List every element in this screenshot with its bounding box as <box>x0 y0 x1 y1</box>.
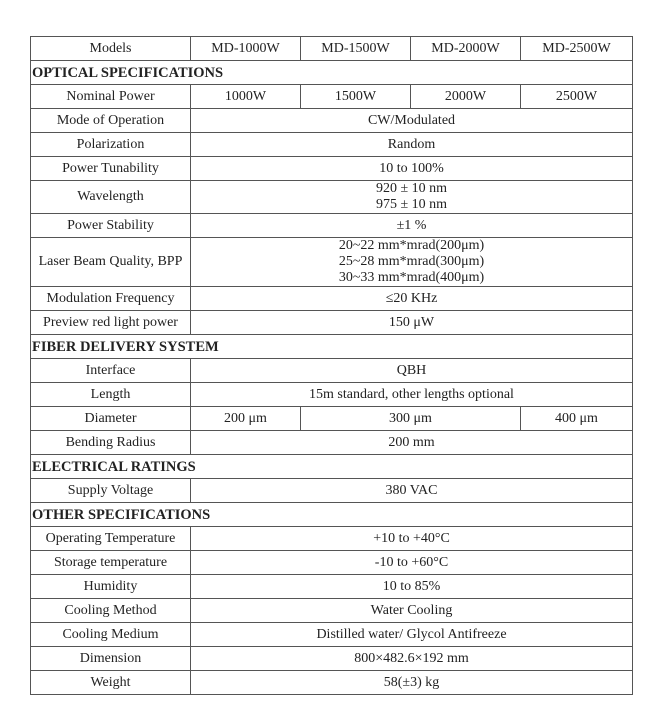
row-label: Preview red light power <box>31 311 191 335</box>
row-storage-temperature <box>31 551 633 575</box>
nominal-power-2000w: 2000W <box>411 85 521 109</box>
row-modulation-frequency <box>31 287 633 311</box>
model-2000w: MD-2000W <box>411 37 521 61</box>
row-label: Bending Radius <box>31 431 191 455</box>
row-label: Weight <box>31 671 191 695</box>
row-label: Wavelength <box>31 181 191 214</box>
row-weight <box>31 671 633 695</box>
row-label: Polarization <box>31 133 191 157</box>
row-mode-of-operation <box>31 109 633 133</box>
row-beam-quality <box>31 238 633 287</box>
wavelength-line: 920 ± 10 nm <box>375 181 448 196</box>
row-label: Cooling Method <box>31 599 191 623</box>
row-value: +10 to +40°C <box>191 527 633 551</box>
row-value: 10 to 85% <box>191 575 633 599</box>
diameter-value: 300 μm <box>301 407 521 431</box>
row-label: Operating Temperature <box>31 527 191 551</box>
section-fiber <box>31 335 633 359</box>
row-length <box>31 383 633 407</box>
row-power-stability <box>31 214 633 238</box>
row-value: 58(±3) kg <box>191 671 633 695</box>
row-humidity <box>31 575 633 599</box>
diameter-value: 200 μm <box>191 407 301 431</box>
row-cooling-method <box>31 599 633 623</box>
bpp-line: 30~33 mm*mrad(400μm) <box>338 270 485 285</box>
row-value: Distilled water/ Glycol Antifreeze <box>191 623 633 647</box>
header-row <box>31 37 633 61</box>
row-label: Modulation Frequency <box>31 287 191 311</box>
nominal-power-2500w: 2500W <box>521 85 633 109</box>
row-supply-voltage <box>31 479 633 503</box>
row-dimension <box>31 647 633 671</box>
section-optical <box>31 61 633 85</box>
bpp-line: 20~22 mm*mrad(200μm) <box>338 238 485 253</box>
wavelength-line: 975 ± 10 nm <box>375 197 448 212</box>
diameter-value: 400 μm <box>521 407 633 431</box>
row-label: Cooling Medium <box>31 623 191 647</box>
row-value: -10 to +60°C <box>191 551 633 575</box>
nominal-power-1500w: 1500W <box>301 85 411 109</box>
model-1000w: MD-1000W <box>191 37 301 61</box>
models-label: Models <box>31 37 191 61</box>
model-1500w: MD-1500W <box>301 37 411 61</box>
model-2500w: MD-2500W <box>521 37 633 61</box>
row-label: Nominal Power <box>31 85 191 109</box>
row-bending-radius <box>31 431 633 455</box>
nominal-power-1000w: 1000W <box>191 85 301 109</box>
row-value: 15m standard, other lengths optional <box>191 383 633 407</box>
row-value: 10 to 100% <box>191 157 633 181</box>
row-polarization <box>31 133 633 157</box>
row-label: Length <box>31 383 191 407</box>
row-value: 200 mm <box>191 431 633 455</box>
row-cooling-medium <box>31 623 633 647</box>
row-diameter <box>31 407 633 431</box>
row-label: Power Stability <box>31 214 191 238</box>
row-label: Supply Voltage <box>31 479 191 503</box>
row-value: ≤20 KHz <box>191 287 633 311</box>
row-label: Interface <box>31 359 191 383</box>
section-other <box>31 503 633 527</box>
row-label: Laser Beam Quality, BPP <box>31 238 191 287</box>
section-title-optical: OPTICAL SPECIFICATIONS <box>31 61 633 85</box>
row-power-tunability <box>31 157 633 181</box>
spec-table <box>30 36 633 695</box>
row-value <box>191 181 633 214</box>
row-operating-temperature <box>31 527 633 551</box>
row-label: Humidity <box>31 575 191 599</box>
row-value: CW/Modulated <box>191 109 633 133</box>
row-value: Water Cooling <box>191 599 633 623</box>
row-interface <box>31 359 633 383</box>
bpp-line: 25~28 mm*mrad(300μm) <box>338 254 485 269</box>
section-title-other: OTHER SPECIFICATIONS <box>31 503 633 527</box>
row-nominal-power <box>31 85 633 109</box>
row-value: 380 VAC <box>191 479 633 503</box>
row-label: Diameter <box>31 407 191 431</box>
row-value <box>191 238 633 287</box>
row-label: Storage temperature <box>31 551 191 575</box>
section-title-electrical: ELECTRICAL RATINGS <box>31 455 633 479</box>
row-value: ±1 % <box>191 214 633 238</box>
section-electrical <box>31 455 633 479</box>
row-label: Mode of Operation <box>31 109 191 133</box>
row-wavelength <box>31 181 633 214</box>
row-label: Power Tunability <box>31 157 191 181</box>
row-label: Dimension <box>31 647 191 671</box>
row-red-light-power <box>31 311 633 335</box>
row-value: 150 μW <box>191 311 633 335</box>
row-value: QBH <box>191 359 633 383</box>
section-title-fiber: FIBER DELIVERY SYSTEM <box>31 335 633 359</box>
row-value: Random <box>191 133 633 157</box>
row-value: 800×482.6×192 mm <box>191 647 633 671</box>
